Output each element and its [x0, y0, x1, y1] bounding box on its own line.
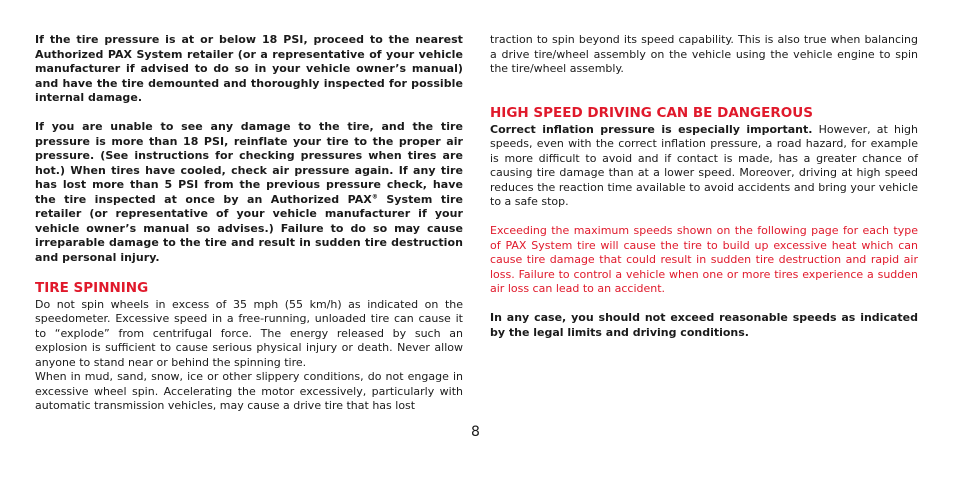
reinflate-text-part-1: If you are unable to see any damage to the tire, and the tire pressure is more than 18 PSI, reinflate your tire to the proper air pressure. (See instructions for checking pressures when tires are hot.) When tires have cooled, check air pressure again. If any tire has lost more than 5 PSI from the previous pressure check, have the tire inspected at once by an Authorized PAX: [35, 120, 463, 206]
high-speed-paragraph: [490, 123, 918, 210]
page-number: 8: [471, 424, 480, 440]
high-speed-heading: HIGH SPEED DRIVING CAN BE DANGEROUS: [490, 104, 813, 121]
high-speed-body: However, at high speeds, even with the correct inflation pressure, a road hazard, for example is more difficult to avoid and if contact is made, has a greater chance of causing tire damage than at a lower speed. Moreover, driving at high speed reduces the reaction time available to avoid accidents and bring your vehicle to a safe stop.: [490, 122, 918, 208]
reinflate-text-part-2: System tire retailer (or representative of your vehicle manufacturer if your vehicle owner’s manual so advises.) Failure to do so may cause irreparable damage to the tire and result in sudden tire destruction and personal injury.: [35, 192, 463, 264]
left-column: [35, 33, 463, 414]
tire-spinning-paragraph-2: When in mud, sand, snow, ice or other slippery conditions, do not engage in excessive wheel spin. Accelerating the motor excessively, particularly with automatic transmission vehicles, may cause a drive tire that has lost: [35, 370, 463, 412]
reasonable-speeds-paragraph: In any case, you should not exceed reasonable speeds as indicated by the legal limits and driving conditions.: [490, 311, 918, 339]
right-column: [490, 33, 918, 340]
reinflate-paragraph: [35, 120, 463, 265]
pressure-at-or-below-paragraph: If the tire pressure is at or below 18 PSI, proceed to the nearest Authorized PAX System retailer (or a representative of your vehicle manufacturer if advised to do so in your vehicle owner’s manual) and have the tire demounted and thoroughly inspected for possible internal damage.: [35, 33, 463, 104]
traction-continuation-paragraph: traction to spin beyond its speed capability. This is also true when balancing a drive tire/wheel assembly on the vehicle using the vehicle engine to spin the tire/wheel assembly.: [490, 33, 918, 75]
tire-spinning-heading: TIRE SPINNING: [35, 279, 149, 296]
high-speed-bold-lead: Correct inflation pressure is especially important.: [490, 122, 813, 136]
speed-warning-paragraph: Exceeding the maximum speeds shown on the following page for each type of PAX System tire will cause the tire to build up excessive heat which can cause tire damage that could result in sudden tire destruction and rapid air loss. Failure to control a vehicle when one or more tires experience a sudden air loss can lead to an accident.: [490, 224, 918, 295]
registered-mark: ®: [371, 192, 378, 200]
tire-spinning-paragraph-1: Do not spin wheels in excess of 35 mph (55 km/h) as indicated on the speedometer. Excessive speed in a free-running, unloaded tire can cause it to “explode” from centrifugal force. The energy released by such an explosion is sufficient to cause serious physical injury or death. Never allow anyone to stand near or behind the spinning tire.: [35, 297, 463, 369]
